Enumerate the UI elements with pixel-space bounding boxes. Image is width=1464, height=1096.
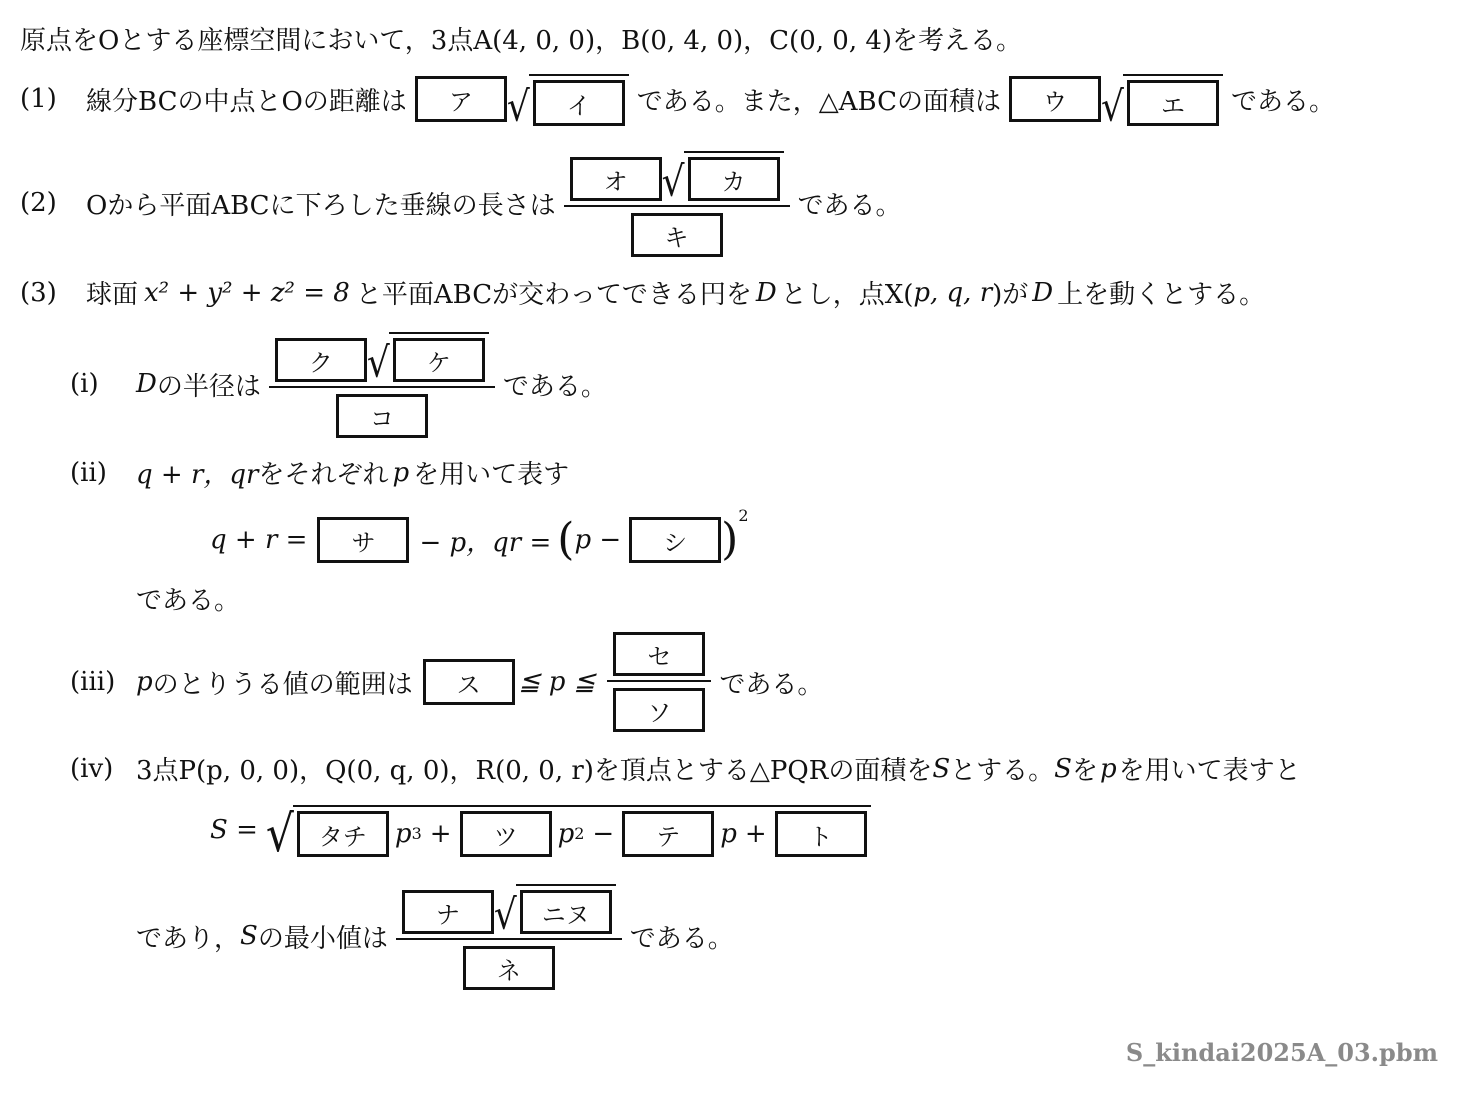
answer-box-tachi[interactable]: タチ: [297, 811, 389, 857]
radicand: [1123, 74, 1223, 126]
question-text: を: [1071, 756, 1098, 786]
expression: q + r，qr: [136, 460, 259, 490]
sqrt-symbol: [1101, 72, 1223, 131]
term-p: p: [557, 819, 575, 849]
variable-s: S: [240, 921, 258, 951]
answer-box-ninu[interactable]: ニヌ: [520, 890, 612, 934]
question-text: 線分BCの中点とOの距離は: [86, 86, 407, 117]
sqrt-symbol: [506, 72, 629, 131]
answer-box-ne[interactable]: ネ: [463, 946, 555, 990]
sqrt-symbol: [265, 803, 871, 864]
question-number: (iv): [70, 753, 114, 784]
question-text: である。: [629, 923, 734, 954]
fraction: [564, 149, 790, 257]
radicand: [529, 74, 629, 126]
variable-d: D: [1032, 277, 1054, 308]
question-text: 上を動くとする。: [1057, 280, 1266, 310]
operator: +: [744, 819, 767, 849]
numerator: [269, 330, 495, 386]
denominator: [463, 940, 555, 990]
exponent: 2: [738, 506, 749, 525]
fraction: [607, 632, 711, 732]
question-text: の最小値は: [257, 923, 388, 954]
equation-left: q + r =: [210, 525, 308, 555]
answer-box-shi[interactable]: シ: [629, 517, 721, 563]
question-text: である。: [136, 586, 241, 616]
question-number: (i): [70, 369, 99, 399]
question-3: [20, 274, 1265, 311]
question-text: とする。: [950, 756, 1055, 786]
variable-p: p: [392, 457, 410, 488]
variable-d: D: [755, 277, 777, 308]
intro-line: [20, 20, 1022, 57]
question-1: [20, 74, 1335, 131]
term-p: p: [720, 819, 737, 849]
numerator: [564, 149, 790, 205]
term-p: p: [394, 819, 412, 849]
radicand: [389, 332, 489, 382]
answer-box-o[interactable]: オ: [570, 157, 662, 201]
question-text: をそれぞれ: [258, 460, 389, 490]
variable-d: D: [136, 369, 157, 399]
radical-sign-icon: √: [506, 83, 530, 131]
question-3-iv-minimum: [136, 880, 734, 992]
inequality: ≦ p ≦: [518, 667, 596, 697]
sphere-equation: x² + y² + z² = 8: [144, 277, 350, 308]
radical-sign-icon: √: [366, 339, 390, 387]
equation-left: S =: [210, 815, 258, 845]
answer-box-ki[interactable]: キ: [631, 213, 723, 257]
answer-box-e[interactable]: エ: [1127, 80, 1219, 126]
variable-s: S: [1054, 753, 1072, 784]
variable-p: p: [1099, 753, 1117, 784]
question-text: を用いて表すと: [1118, 756, 1301, 786]
question-number: (3): [20, 277, 57, 308]
equation-inner: p −: [574, 525, 622, 555]
answer-box-sa[interactable]: サ: [317, 517, 409, 563]
question-text: である。: [502, 371, 607, 402]
answer-box-te[interactable]: テ: [622, 811, 714, 857]
radical-sign-icon: √: [493, 891, 517, 939]
question-number: (iii): [70, 667, 116, 697]
question-number: (1): [20, 84, 57, 114]
question-text: 球面: [86, 280, 139, 310]
question-number: (ii): [70, 457, 107, 488]
answer-box-so[interactable]: ソ: [613, 688, 705, 732]
question-text: である。: [1230, 86, 1335, 117]
question-2: [20, 146, 902, 260]
question-3-i: [70, 326, 607, 442]
operator: −: [592, 819, 615, 849]
question-text: である。: [719, 669, 824, 700]
question-text: )が: [992, 280, 1029, 310]
variable-s: S: [932, 753, 951, 784]
question-3-ii: [70, 454, 569, 491]
answer-box-to[interactable]: ト: [775, 811, 867, 857]
answer-box-ka[interactable]: カ: [688, 157, 780, 201]
denominator: [336, 388, 428, 438]
sqrt-symbol: [661, 149, 784, 206]
sqrt-symbol: [493, 882, 616, 939]
question-number: (2): [20, 188, 57, 218]
answer-box-a[interactable]: ア: [415, 76, 507, 122]
radical-sign-icon: √: [1101, 83, 1124, 131]
numerator: [607, 632, 711, 680]
question-text: の半径は: [156, 371, 261, 402]
answer-box-su[interactable]: ス: [423, 659, 515, 705]
radical-sign-icon: √: [265, 805, 294, 864]
right-paren-icon: ): [721, 514, 739, 565]
question-text: を用いて表す: [413, 460, 570, 490]
question-3-iv-equation: [210, 800, 871, 864]
question-text: である。また，△ABCの面積は: [636, 86, 1002, 117]
answer-box-ke[interactable]: ケ: [393, 338, 485, 382]
question-text: である。: [797, 190, 902, 221]
question-3-iii: [70, 626, 823, 738]
question-3-iv: [70, 750, 1301, 787]
answer-box-na[interactable]: ナ: [402, 890, 494, 934]
operator: +: [429, 819, 452, 849]
radical-sign-icon: √: [661, 158, 685, 206]
answer-box-ko[interactable]: コ: [336, 394, 428, 438]
question-text: 3点P(p, 0, 0)，Q(0, q, 0)，R(0, 0, r)を頂点とする△PQRの面積を: [136, 756, 933, 786]
fraction: [396, 882, 622, 990]
intro-text: 原点をOとする座標空間において，3点A(4, 0, 0)，B(0, 4, 0)，C(0, 0, 4)を考える。: [20, 26, 1023, 56]
answer-box-se[interactable]: セ: [613, 632, 705, 676]
denominator: [631, 207, 723, 257]
variable-p: p: [136, 667, 153, 697]
answer-box-ku[interactable]: ク: [275, 338, 367, 382]
answer-box-u[interactable]: ウ: [1009, 76, 1101, 122]
left-paren-icon: (: [557, 514, 575, 565]
question-text: とし，点X(: [780, 280, 914, 310]
answer-box-tsu[interactable]: ツ: [460, 811, 552, 857]
sqrt-symbol: [366, 330, 489, 387]
equation-middle: − p，qr =: [419, 527, 552, 558]
question-text: Oから平面ABCに下ろした垂線の長さは: [86, 190, 556, 221]
numerator: [396, 882, 622, 938]
question-3-ii-tail: [136, 580, 240, 617]
question-text: であり，: [136, 923, 241, 954]
answer-box-i[interactable]: イ: [533, 80, 625, 126]
fraction: [269, 330, 495, 438]
denominator: [613, 682, 705, 732]
question-text: と平面ABCが交わってできる円を: [355, 280, 752, 310]
radicand: [516, 884, 616, 934]
question-text: のとりうる値の範囲は: [152, 669, 413, 700]
point-coordinates: p, q, r: [913, 277, 993, 308]
file-label: S_kindai2025A_03.pbm: [1125, 1038, 1438, 1067]
radicand: [684, 151, 784, 201]
radicand: タチ p 3 + ツ p 2 − テ p + ト: [293, 805, 871, 857]
question-3-ii-equation: [210, 506, 749, 570]
